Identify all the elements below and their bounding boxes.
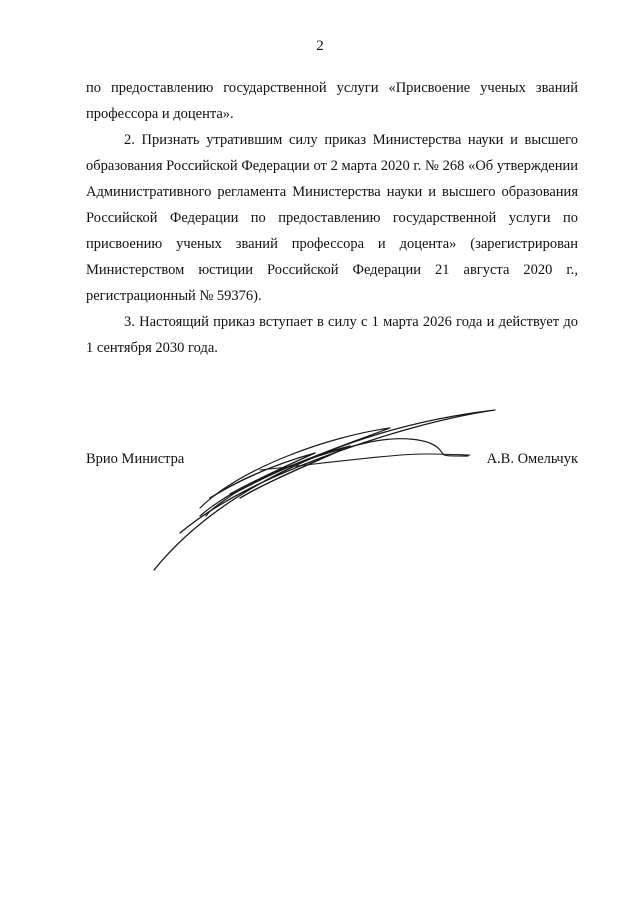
signature-stroke-main bbox=[154, 410, 495, 570]
document-body bbox=[86, 75, 578, 361]
signature-block bbox=[86, 446, 578, 472]
paragraph-item-2: 2. Признать утратившим силу приказ Министерства науки и высшего образования Российской Федерации от 2 марта 2020 г. № 268 «Об утверждении Административного регламента Министерства науки и высшего образования Российской Федерации по предоставлению государственной услуги по присвоению ученых званий профессора и доцента» (зарегистрирован Министерством юстиции Российской Федерации 21 августа 2020 г., регистрационный № 59376). bbox=[86, 132, 578, 304]
signatory-title: Врио Министра bbox=[86, 451, 185, 467]
signatory-name: А.В. Омельчук bbox=[486, 451, 578, 467]
page-number: 2 bbox=[316, 38, 324, 54]
paragraph-item-3: 3. Настоящий приказ вступает в силу с 1 марта 2026 года и действует до 1 сентября 2030 года. bbox=[86, 314, 578, 356]
handwritten-signature bbox=[140, 398, 510, 583]
paragraph-continuation: по предоставлению государственной услуги «Присвоение ученых званий профессора и доцента». bbox=[86, 80, 578, 122]
